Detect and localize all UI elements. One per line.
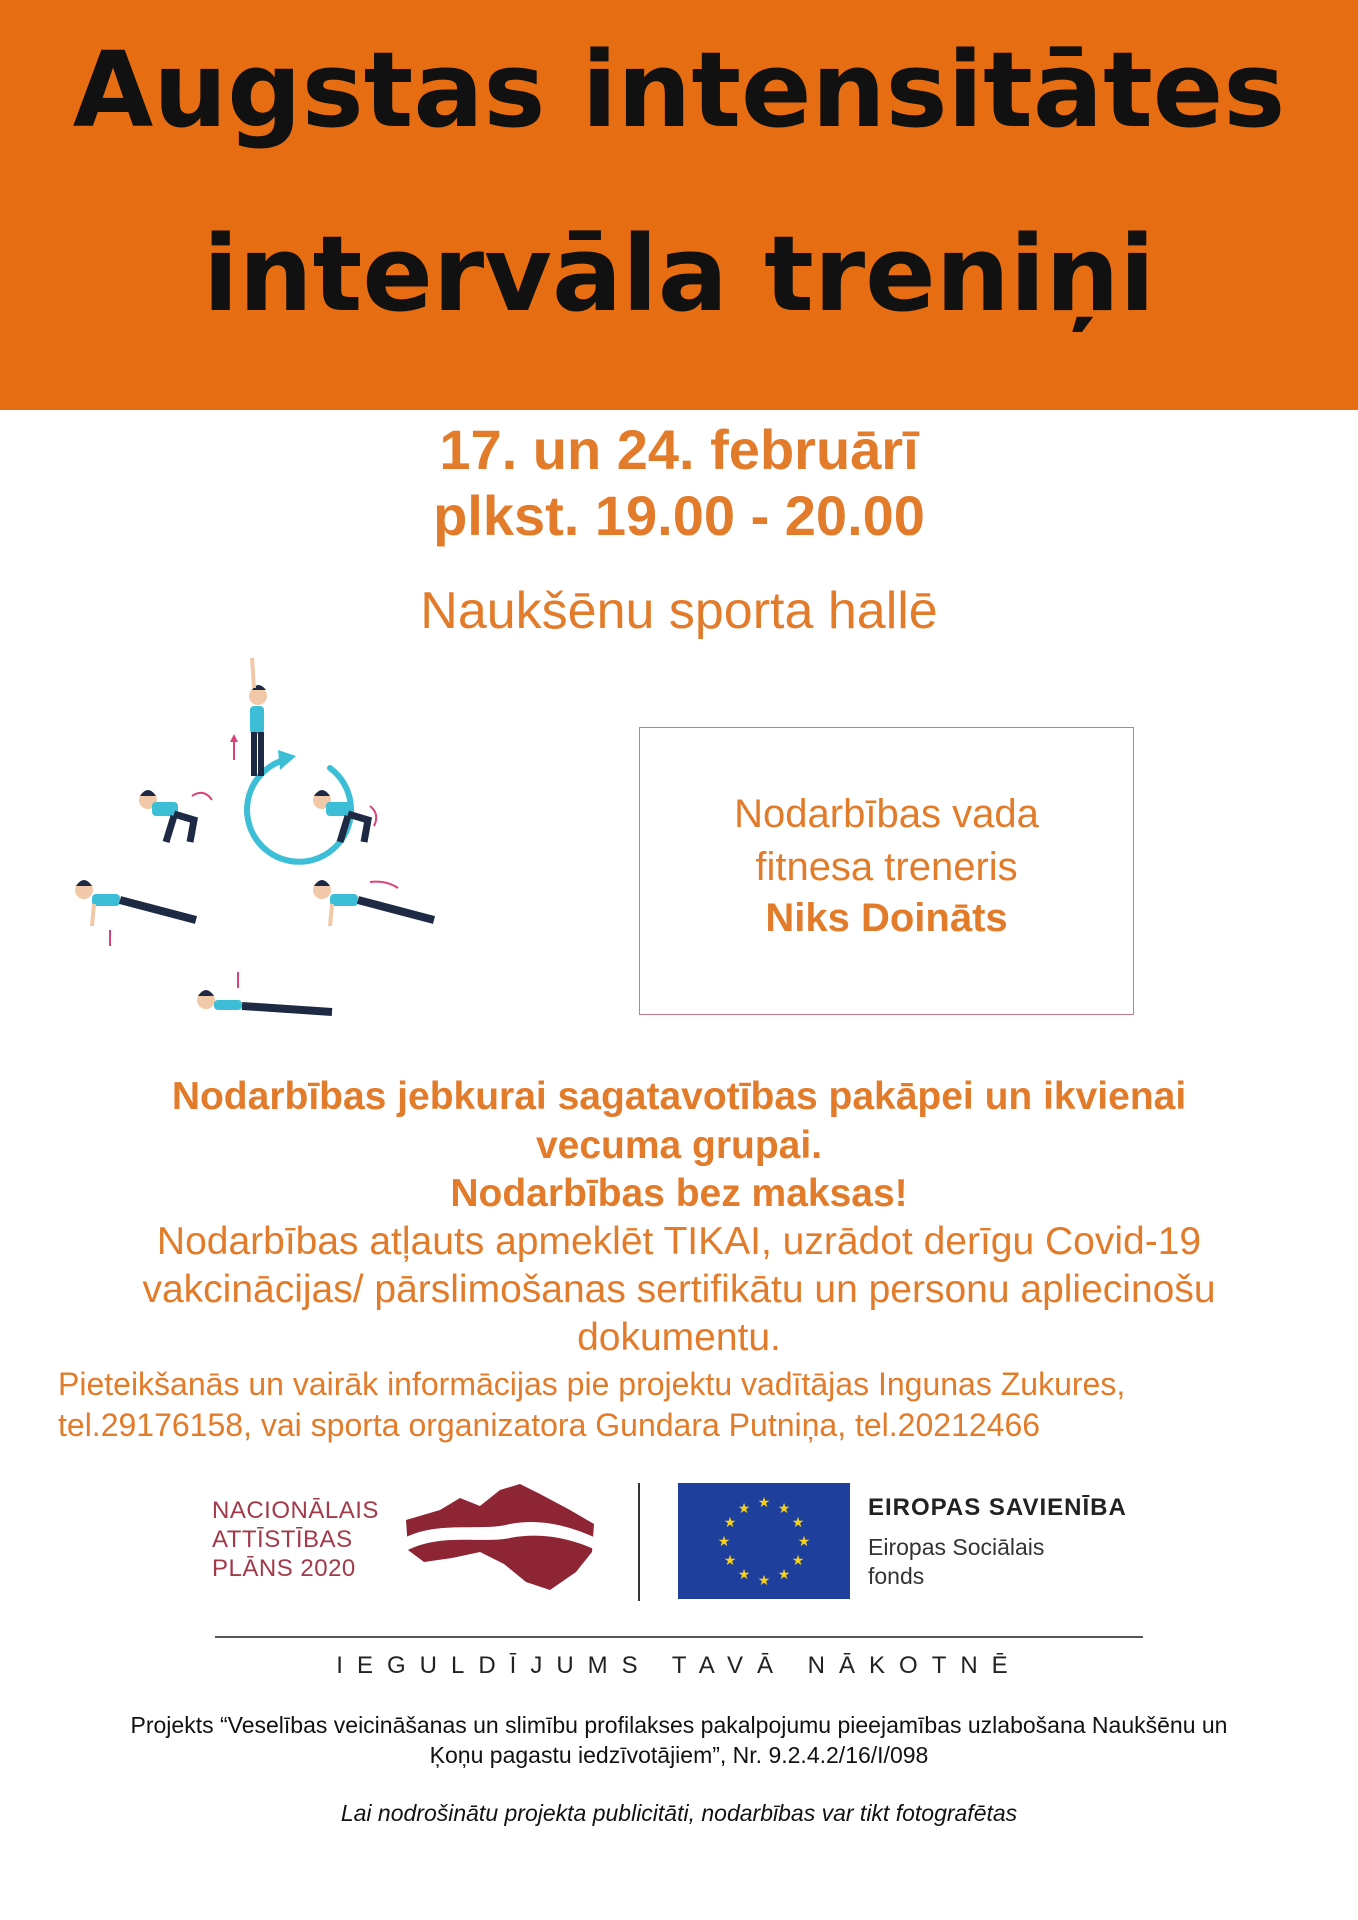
svg-text:★: ★: [777, 1501, 791, 1517]
trainer-name: Niks Doināts: [765, 896, 1008, 940]
info-line-3: dokumentu.: [577, 1316, 781, 1359]
photo-note: Lai nodrošinātu projekta publicitāti, nodarbības var tikt fotografētas: [340, 1800, 1018, 1826]
motto: IEGULDĪJUMS TAVĀ NĀKOTNĒ: [336, 1652, 1022, 1679]
plank-figure-right: [313, 880, 434, 926]
eu-subtitle-1: Eiropas Sociālais: [868, 1534, 1045, 1560]
horizontal-divider: [215, 1636, 1143, 1638]
info-line-2: vakcinācijas/ pārslimošanas sertifikātu un personu apliecinošu: [142, 1268, 1216, 1311]
event-dates: 17. un 24. februārī: [439, 418, 919, 481]
info-bold-1: Nodarbības jebkurai sagatavotības pakāpei un ikvienai: [171, 1075, 1187, 1118]
info-bold-2: vecuma grupai.: [535, 1124, 823, 1167]
squat-figure-right: [313, 790, 376, 842]
title-line-1: Augstas intensitātes: [72, 29, 1286, 151]
nap-line-3: PLĀNS 2020: [212, 1554, 356, 1582]
svg-text:★: ★: [717, 1534, 731, 1550]
trainer-line-1: Nodarbības vada: [734, 792, 1039, 836]
trainer-line-2: fitnesa treneris: [755, 845, 1018, 889]
nap-logo-text: [212, 1497, 392, 1583]
latvia-map-icon: [400, 1480, 600, 1600]
svg-text:★: ★: [737, 1501, 751, 1517]
header-banner: [0, 0, 1358, 410]
svg-text:★: ★: [723, 1515, 737, 1531]
plank-figure-left: [75, 880, 196, 946]
nap-line-2: ATTĪSTĪBAS: [212, 1525, 353, 1553]
project-line-2: Ķoņu pagastu iedzīvotājiem”, Nr. 9.2.4.2/16/I/098: [429, 1742, 929, 1768]
eu-subtitle-2: fonds: [868, 1563, 925, 1589]
contact-line-2: tel.29176158, vai sporta organizatora Gundara Putniņa, tel.20212466: [58, 1407, 1041, 1443]
logo-divider: [638, 1483, 640, 1601]
svg-text:★: ★: [737, 1567, 751, 1583]
svg-text:★: ★: [797, 1534, 811, 1550]
free-of-charge-note: Nodarbības bez maksas!: [450, 1172, 908, 1215]
event-time: plkst. 19.00 - 20.00: [433, 484, 925, 547]
svg-text:★: ★: [777, 1567, 791, 1583]
eu-flag-icon: [678, 1483, 850, 1599]
svg-text:★: ★: [791, 1553, 805, 1569]
svg-text:★: ★: [723, 1553, 737, 1569]
jumping-figure: [230, 658, 267, 776]
trainer-box: [639, 727, 1134, 1015]
contact-line-1: Pieteikšanās un vairāk informācijas pie projektu vadītājas Ingunas Zukures,: [58, 1366, 1126, 1402]
svg-text:★: ★: [757, 1495, 771, 1511]
project-line-1: Projekts “Veselības veicināšanas un slimību profilakses pakalpojumu pieejamības uzlabošana Naukšēnu un: [130, 1712, 1228, 1738]
event-venue: Naukšēnu sporta hallē: [420, 582, 938, 640]
svg-text:★: ★: [757, 1573, 771, 1589]
squat-figure-left: [139, 790, 212, 842]
svg-text:★: ★: [791, 1515, 805, 1531]
eu-title: EIROPAS SAVIENĪBA: [868, 1494, 1127, 1521]
info-line-1: Nodarbības atļauts apmeklēt TIKAI, uzrādot derīgu Covid-19: [156, 1220, 1202, 1263]
title-line-2: intervāla treniņi: [202, 213, 1156, 335]
pushup-figure-bottom: [197, 972, 332, 1012]
nap-line-1: NACIONĀLAIS: [212, 1497, 379, 1524]
hiit-exercise-cycle-icon: [70, 650, 470, 1040]
